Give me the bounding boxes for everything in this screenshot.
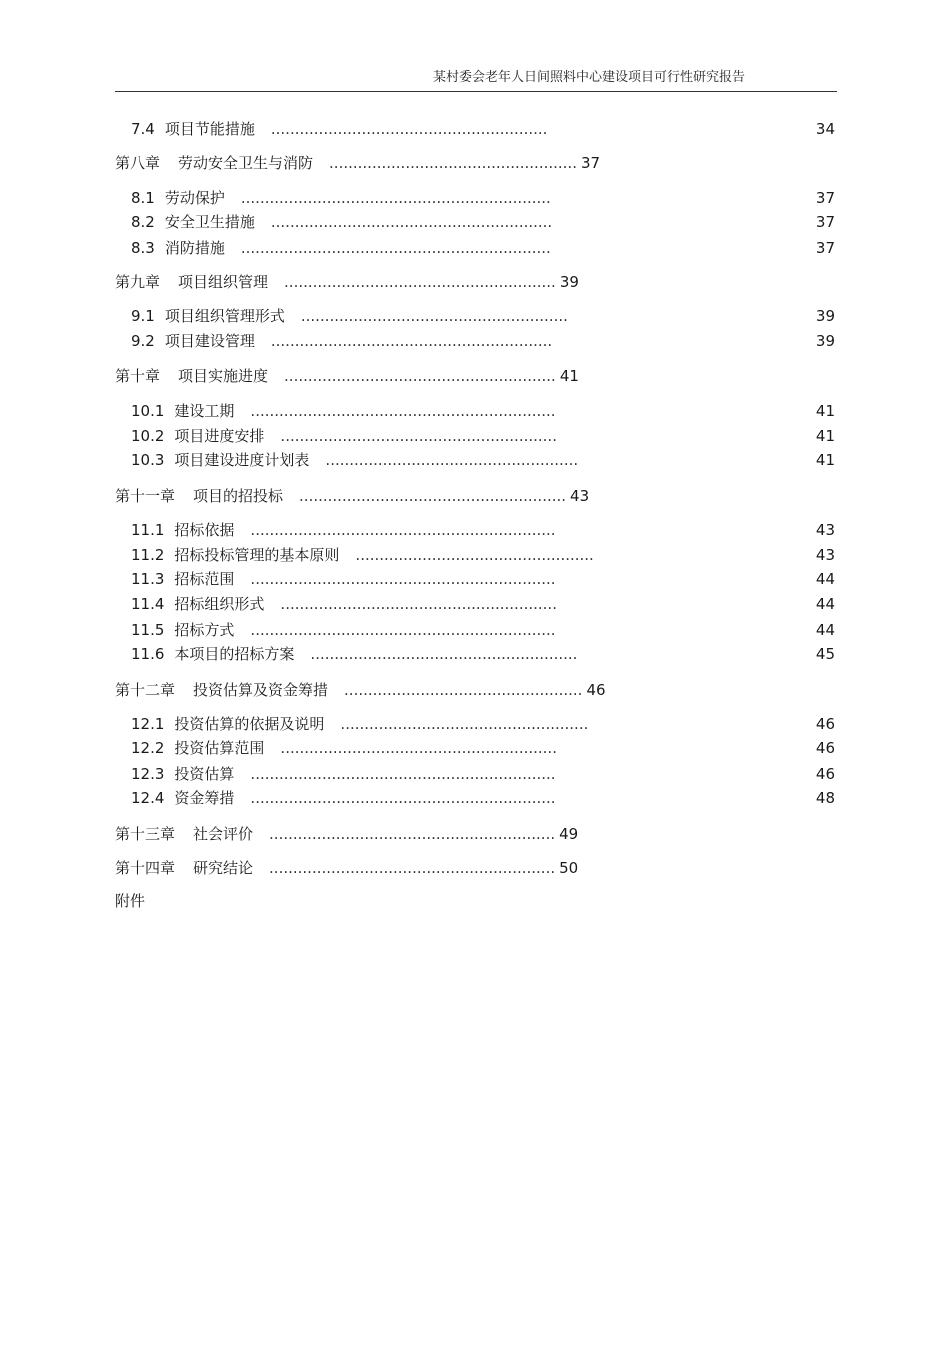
toc-page-number: 46 <box>815 739 835 757</box>
toc-page-number: 43 <box>570 487 590 505</box>
toc-entry-number: 8.2 <box>131 213 155 231</box>
toc-dot-leader: .................................................... <box>340 715 589 733</box>
toc-section-entry[interactable] <box>131 568 556 590</box>
toc-section-entry[interactable] <box>131 118 547 140</box>
toc-dot-leader: ........................................................ <box>299 487 567 505</box>
toc-entry-title: 项目建设进度计划表 <box>174 451 310 469</box>
toc-entry-title: 投资估算范围 <box>174 739 265 757</box>
toc-entry-title: 招标范围 <box>174 570 235 588</box>
toc-page-number: 37 <box>815 189 835 207</box>
toc-entry-number: 11.5 <box>131 621 165 639</box>
toc-dot-leader: ........................................................... <box>270 332 553 350</box>
toc-section-entry[interactable] <box>131 400 556 422</box>
toc-dot-leader: ................................................................ <box>250 570 556 588</box>
toc-section-entry[interactable] <box>131 593 557 615</box>
toc-dot-leader: ................................................................ <box>250 402 556 420</box>
toc-entry-number: 第十四章 <box>115 859 176 877</box>
toc-entry-title: 消防措施 <box>164 239 225 257</box>
toc-section-entry[interactable] <box>131 449 578 471</box>
toc-entry-number: 9.2 <box>131 332 155 350</box>
toc-entry-number: 第九章 <box>115 273 161 291</box>
toc-section-entry[interactable] <box>131 544 594 566</box>
toc-entry-title: 资金筹措 <box>174 789 235 807</box>
toc-dot-leader: ................................................................. <box>240 239 551 257</box>
toc-page-number: 34 <box>815 120 835 138</box>
toc-entry-title: 投资估算的依据及说明 <box>174 715 325 733</box>
toc-entry-title: 招标依据 <box>174 521 235 539</box>
toc-entry-number: 第十二章 <box>115 681 176 699</box>
toc-entry-title: 项目进度安排 <box>174 427 265 445</box>
toc-page-number: 43 <box>815 521 835 539</box>
document-header-title: 某村委会老年人日间照料中心建设项目可行性研究报告 <box>432 70 745 85</box>
toc-page-number: 37 <box>815 213 835 231</box>
toc-page-number: 45 <box>815 645 835 663</box>
toc-chapter-entry[interactable] <box>115 857 578 879</box>
toc-entry-title: 劳动保护 <box>164 189 225 207</box>
toc-page-number: 50 <box>559 859 579 877</box>
toc-entry-number: 11.4 <box>131 595 165 613</box>
toc-section-entry[interactable] <box>131 187 551 209</box>
toc-section-entry[interactable] <box>131 305 568 327</box>
toc-entry-title: 招标组织形式 <box>174 595 265 613</box>
toc-page-number: 37 <box>580 154 601 172</box>
toc-section-entry[interactable] <box>131 425 557 447</box>
toc-entry-number: 12.4 <box>131 789 165 807</box>
toc-dot-leader: ........................................................ <box>310 645 578 663</box>
toc-entry-title: 招标投标管理的基本原则 <box>174 546 340 564</box>
toc-entry-title: 项目实施进度 <box>178 367 269 385</box>
toc-entry-title: 项目建设管理 <box>164 332 255 350</box>
toc-entry-number: 8.1 <box>131 189 155 207</box>
toc-entry-title: 社会评价 <box>193 825 254 843</box>
toc-page-number: 44 <box>815 621 835 639</box>
toc-entry-number: 12.1 <box>131 715 165 733</box>
toc-entry-title: 劳动安全卫生与消防 <box>178 154 314 172</box>
toc-entry-title: 投资估算及资金筹措 <box>193 681 329 699</box>
toc-entry-number: 11.1 <box>131 521 165 539</box>
toc-section-entry[interactable] <box>131 619 556 641</box>
toc-section-entry[interactable] <box>131 787 556 809</box>
toc-page-number: 49 <box>559 825 579 843</box>
toc-section-entry[interactable] <box>131 713 588 735</box>
toc-entry-number: 10.1 <box>131 402 165 420</box>
toc-entry-number: 第十章 <box>115 367 161 385</box>
toc-dot-leader: ........................................................ <box>300 307 568 325</box>
toc-page-number: 46 <box>586 681 606 699</box>
toc-dot-leader: .................................................... <box>329 154 577 172</box>
toc-entry-title: 项目组织管理 <box>178 273 269 291</box>
toc-section-entry[interactable] <box>131 519 556 541</box>
toc-dot-leader: ................................................................ <box>250 765 556 783</box>
toc-chapter-entry[interactable] <box>115 823 578 845</box>
toc-dot-leader: .......................................................... <box>280 427 557 445</box>
toc-page-number: 41 <box>815 427 835 445</box>
toc-entry-title: 建设工期 <box>174 402 235 420</box>
toc-dot-leader: .......................................................... <box>280 595 557 613</box>
toc-dot-leader: ........................................................... <box>270 213 553 231</box>
toc-page-number: 43 <box>815 546 835 564</box>
toc-entry-number: 第八章 <box>115 154 161 172</box>
toc-dot-leader: ............................................................ <box>269 859 556 877</box>
toc-entry-number: 7.4 <box>131 120 155 138</box>
toc-entry-number: 12.2 <box>131 739 165 757</box>
toc-dot-leader: ................................................................ <box>250 621 556 639</box>
toc-page-number: 39 <box>815 332 835 350</box>
toc-section-entry[interactable] <box>131 237 551 259</box>
toc-entry-title: 项目组织管理形式 <box>164 307 285 325</box>
toc-entry-number: 11.6 <box>131 645 165 663</box>
toc-chapter-entry[interactable] <box>115 152 600 174</box>
toc-entry-number: 第十一章 <box>115 487 176 505</box>
toc-entry-title: 投资估算 <box>174 765 235 783</box>
toc-chapter-entry[interactable] <box>115 365 579 387</box>
toc-dot-leader: ................................................................ <box>250 521 556 539</box>
toc-dot-leader: .................................................. <box>355 546 594 564</box>
toc-entry-title: 招标方式 <box>174 621 235 639</box>
toc-chapter-entry[interactable] <box>115 271 579 293</box>
toc-entry-number: 12.3 <box>131 765 165 783</box>
toc-dot-leader: ............................................................ <box>269 825 556 843</box>
toc-dot-leader: ................................................................ <box>250 789 556 807</box>
toc-page-number: 41 <box>815 402 835 420</box>
toc-entry-title: 附件 <box>115 892 146 910</box>
toc-dot-leader: ................................................................. <box>240 189 551 207</box>
toc-entry-number: 10.2 <box>131 427 165 445</box>
toc-page-number: 37 <box>815 239 835 257</box>
toc-section-entry[interactable] <box>131 211 552 233</box>
toc-entry-number: 9.1 <box>131 307 155 325</box>
toc-section-entry[interactable] <box>131 763 556 785</box>
toc-entry-number: 11.3 <box>131 570 165 588</box>
toc-dot-leader: ..................................................... <box>325 451 579 469</box>
toc-page-number: 41 <box>815 451 835 469</box>
toc-entry-number: 第十三章 <box>115 825 176 843</box>
toc-dot-leader: .......................................................... <box>270 120 548 138</box>
toc-section-entry[interactable] <box>131 737 557 759</box>
toc-page-number: 39 <box>815 307 835 325</box>
toc-entry-title: 本项目的招标方案 <box>174 645 295 663</box>
toc-page-number: 48 <box>815 789 835 807</box>
toc-entry-title: 项目的招投标 <box>193 487 284 505</box>
toc-dot-leader: .................................................. <box>344 681 583 699</box>
toc-dot-leader: ......................................................... <box>284 273 556 291</box>
toc-chapter-entry[interactable] <box>115 679 606 701</box>
toc-page-number: 46 <box>815 765 835 783</box>
toc-section-entry[interactable] <box>131 330 552 352</box>
toc-entry-number: 11.2 <box>131 546 165 564</box>
toc-entry-number: 8.3 <box>131 239 155 257</box>
toc-page-number: 46 <box>815 715 835 733</box>
toc-section-entry[interactable] <box>131 643 577 665</box>
toc-entry-title: 安全卫生措施 <box>164 213 255 231</box>
toc-entry-number: 10.3 <box>131 451 165 469</box>
toc-dot-leader: ......................................................... <box>284 367 556 385</box>
toc-chapter-entry[interactable] <box>115 485 589 507</box>
toc-page-number: 39 <box>559 273 579 291</box>
toc-entry-title: 研究结论 <box>193 859 254 877</box>
toc-chapter-entry[interactable] <box>115 890 145 912</box>
toc-dot-leader: .......................................................... <box>280 739 557 757</box>
toc-page-number: 44 <box>815 595 835 613</box>
toc-page-number: 41 <box>559 367 579 385</box>
toc-entry-title: 项目节能措施 <box>164 120 255 138</box>
toc-page-number: 44 <box>815 570 835 588</box>
